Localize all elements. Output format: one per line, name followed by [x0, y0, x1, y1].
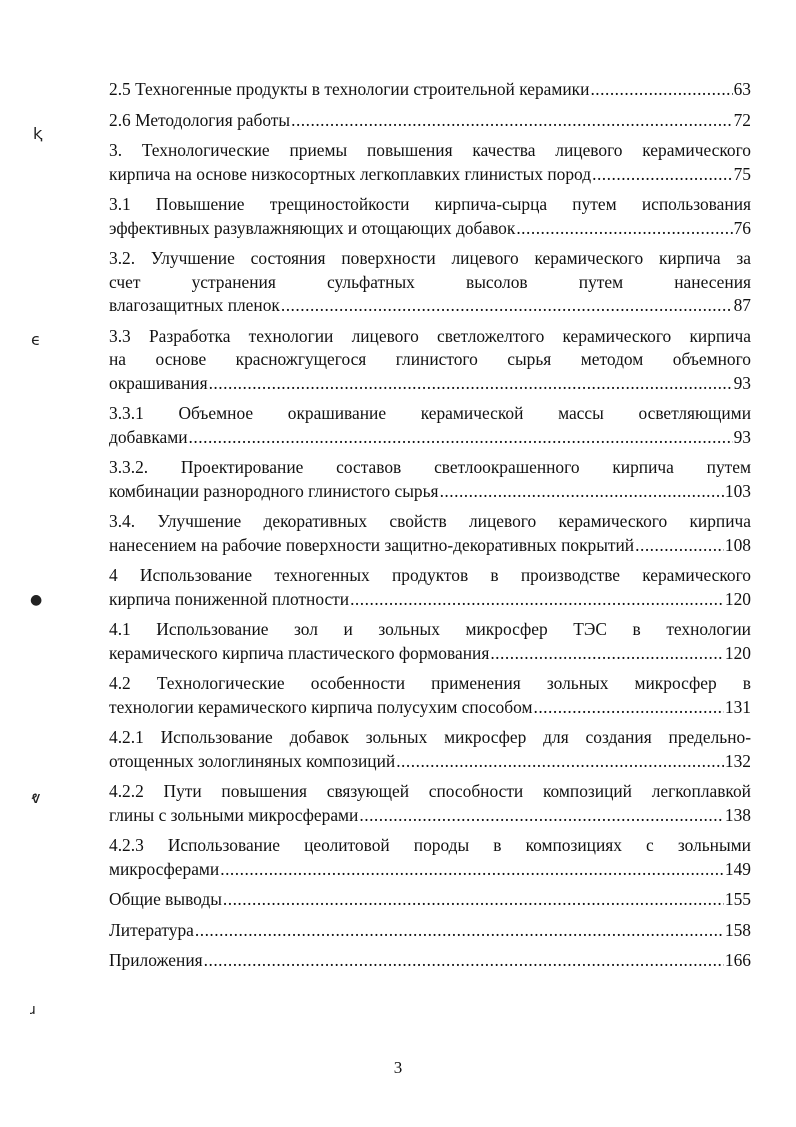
- toc-page-number: 120: [724, 588, 751, 609]
- toc-entry-title: Приложения: [109, 950, 203, 970]
- scan-speck: ϵ: [31, 330, 41, 349]
- dot-leader: [490, 642, 724, 666]
- toc-page-number: 87: [733, 295, 751, 315]
- toc-entry-title: кирпича пониженной плотности: [109, 588, 350, 609]
- toc-entry: [109, 726, 751, 773]
- toc-page-number: 108: [724, 534, 751, 555]
- toc-entry-title: влагозащитных пленок: [109, 295, 280, 315]
- dot-leader: [223, 888, 724, 912]
- toc-entry: [109, 193, 751, 240]
- toc-entry-last-line: [109, 888, 751, 912]
- toc-entry-last-line: [109, 426, 751, 450]
- toc-entry-line: 4.2.3 Использование цеолитовой породы в композициях с зольными: [109, 835, 751, 855]
- toc-page-number: 138: [724, 804, 751, 825]
- toc-entry: [109, 325, 751, 396]
- toc-entry-title: Литература: [109, 919, 194, 940]
- dot-leader: [204, 949, 724, 973]
- toc-entry-line: на основе красножгущегося глинистого сырья методом объемного: [109, 349, 751, 369]
- toc-page-number: 120: [724, 642, 751, 663]
- toc-entry: [109, 247, 751, 318]
- scan-speck: ⱴ: [31, 788, 41, 807]
- toc-entry-title: глины с зольными микросферами: [109, 804, 359, 825]
- toc-entry-title: кирпича на основе низкосортных легкоплавких глинистых пород: [109, 163, 592, 184]
- toc-entry-title: 2.6 Методология работы: [109, 109, 291, 130]
- toc-entry: [109, 919, 751, 943]
- toc-entry-last-line: [109, 163, 751, 187]
- toc-entry-last-line: [109, 78, 751, 102]
- dot-leader: [291, 109, 733, 133]
- toc-entry-title: отощенных зологлиняных композиций: [109, 750, 396, 771]
- scan-speck: ●: [30, 592, 43, 608]
- toc-entry: [109, 780, 751, 827]
- toc-entry-last-line: [109, 217, 751, 241]
- table-of-contents: [109, 78, 751, 980]
- dot-leader: [195, 919, 724, 943]
- dot-leader: [281, 294, 733, 318]
- toc-entry-title: Общие выводы: [109, 889, 222, 909]
- toc-entry-title: добавками: [109, 426, 188, 447]
- toc-page-number: 155: [724, 889, 751, 909]
- toc-entry-line: 3.2. Улучшение состояния поверхности лицевого керамического кирпича за: [109, 248, 751, 268]
- toc-entry-title: нанесением на рабочие поверхности защитно-декоративных покрытий: [109, 534, 635, 555]
- toc-page-number: 131: [724, 696, 751, 717]
- toc-entry: [109, 888, 751, 912]
- toc-entry-last-line: [109, 534, 751, 558]
- toc-entry-line: счет устранения сульфатных высолов путем нанесения: [109, 271, 751, 292]
- toc-entry-line: 3.3 Разработка технологии лицевого светложелтого керамического кирпича: [109, 325, 751, 346]
- toc-entry: [109, 109, 751, 133]
- toc-entry-last-line: [109, 109, 751, 133]
- toc-entry-title: 2.5 Техногенные продукты в технологии строительной керамики: [109, 79, 590, 99]
- toc-entry: [109, 834, 751, 881]
- toc-entry-last-line: [109, 588, 751, 612]
- toc-entry: [109, 78, 751, 102]
- toc-entry-last-line: [109, 919, 751, 943]
- page-number: 3: [393, 1058, 403, 1077]
- toc-entry-last-line: [109, 480, 751, 504]
- toc-entry-last-line: [109, 804, 751, 828]
- toc-entry-line: 3.1 Повышение трещиностойкости кирпича-сырца путем использования: [109, 194, 751, 214]
- dot-leader: [359, 804, 724, 828]
- toc-entry-line: 4.1 Использование зол и зольных микросфер ТЭС в технологии: [109, 619, 751, 639]
- toc-entry: [109, 672, 751, 719]
- toc-entry: [109, 510, 751, 557]
- toc-entry-line: 4.2.2 Пути повышения связующей способности композиций легкоплавкой: [109, 781, 751, 801]
- dot-leader: [592, 163, 733, 187]
- dot-leader: [440, 480, 724, 504]
- dot-leader: [189, 426, 733, 450]
- toc-entry: [109, 456, 751, 503]
- dot-leader: [635, 534, 724, 558]
- toc-entry-line: 4.2 Технологические особенности применения зольных микросфер в: [109, 673, 751, 693]
- toc-entry-line: 3. Технологические приемы повышения качества лицевого керамического: [109, 140, 751, 160]
- toc-page-number: 63: [733, 79, 751, 99]
- toc-page-number: 132: [724, 750, 751, 771]
- toc-entry-title: комбинации разнородного глинистого сырья: [109, 480, 439, 501]
- toc-page-number: 149: [724, 858, 751, 879]
- toc-entry: [109, 949, 751, 973]
- toc-entry-title: окрашивания: [109, 372, 208, 393]
- toc-entry-line: 4.2.1 Использование добавок зольных микросфер для создания предельно-: [109, 727, 751, 747]
- dot-leader: [350, 588, 724, 612]
- toc-entry: [109, 402, 751, 449]
- dot-leader: [209, 372, 733, 396]
- toc-entry: [109, 618, 751, 665]
- dot-leader: [220, 858, 724, 882]
- dot-leader: [533, 696, 723, 720]
- toc-page-number: 76: [733, 217, 751, 238]
- dot-leader: [590, 78, 732, 102]
- scan-speck: ɹ: [30, 1002, 36, 1018]
- toc-entry-line: 3.3.2. Проектирование составов светлоокрашенного кирпича путем: [109, 457, 751, 477]
- toc-entry-last-line: [109, 750, 751, 774]
- toc-entry-last-line: [109, 858, 751, 882]
- toc-entry-title: микросферами: [109, 858, 220, 879]
- toc-entry-title: эффективных разувлажняющих и отощающих добавок: [109, 217, 516, 238]
- toc-entry-title: технологии керамического кирпича полусухим способом: [109, 696, 533, 717]
- toc-entry: [109, 564, 751, 611]
- dot-leader: [516, 217, 732, 241]
- toc-entry-last-line: [109, 696, 751, 720]
- toc-entry-last-line: [109, 372, 751, 396]
- toc-page-number: 93: [733, 372, 751, 393]
- toc-page-number: 75: [733, 163, 751, 184]
- toc-page-number: 93: [733, 426, 751, 447]
- toc-page-number: 72: [733, 109, 751, 130]
- toc-entry-title: керамического кирпича пластического формования: [109, 642, 490, 663]
- toc-entry-last-line: [109, 294, 751, 318]
- toc-entry-line: 3.4. Улучшение декоративных свойств лицевого керамического кирпича: [109, 511, 751, 531]
- scan-speck: ⱪ: [33, 124, 43, 143]
- toc-entry-line: 3.3.1 Объемное окрашивание керамической массы осветляющими: [109, 403, 751, 423]
- toc-page-number: 166: [724, 950, 751, 970]
- toc-entry-line: 4 Использование техногенных продуктов в производстве керамического: [109, 565, 751, 585]
- toc-entry-last-line: [109, 642, 751, 666]
- toc-page-number: 103: [724, 480, 751, 501]
- toc-page-number: 158: [724, 919, 751, 940]
- dot-leader: [396, 750, 724, 774]
- toc-entry-last-line: [109, 949, 751, 973]
- toc-entry: [109, 139, 751, 186]
